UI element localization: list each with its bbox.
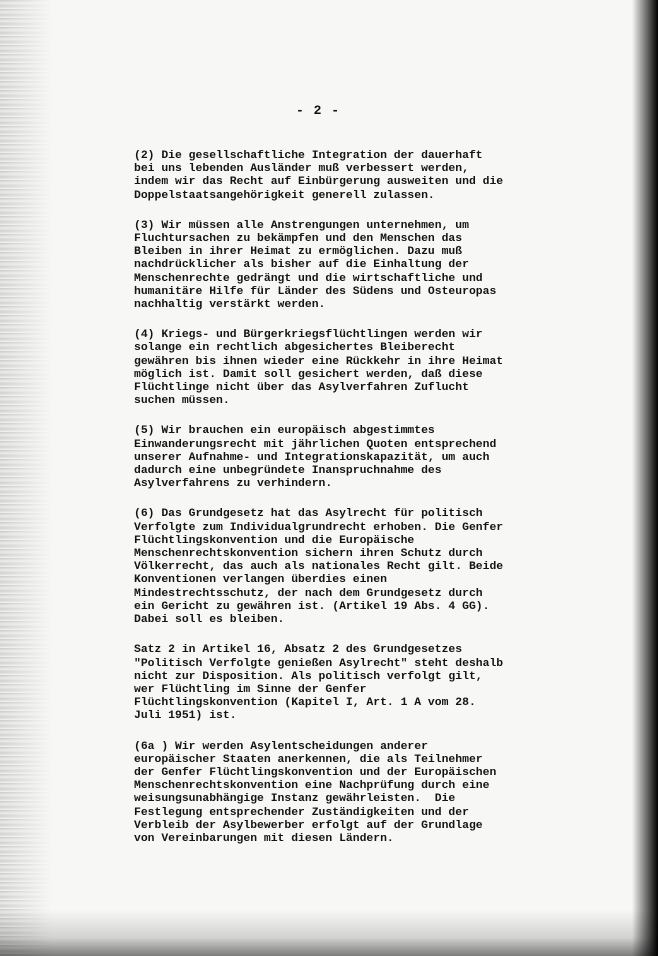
paragraph-2: (2) Die gesellschaftliche Integration der dauerhaft bei uns lebenden Ausländer muß verbessert werden, indem wir das Recht auf Einbürgerung ausweiten und die Doppelstaatsangehörigkeit generell zulassen. (134, 150, 504, 202)
document-body (134, 150, 538, 863)
paragraph-6a: (6a ) Wir werden Asylentscheidungen anderer europäischer Staaten anerkennen, die als Teilnehmer der Genfer Flüchtlingskonvention und der Europäischen Menschenrechtskonvention eine Nachprüfung durch eine weisungsunabhängige Instanz gewährleisten. Die Festlegung entsprechender Zuständigkeiten und der Verbleib der Asylbewerber erfolgt auf der Grundlage von Vereinbarungen mit diesen Ländern. (134, 740, 497, 845)
paragraph-6: (6) Das Grundgesetz hat das Asylrecht für politisch Verfolgte zum Individualgrundrecht erhoben. Die Genfer Flüchtlingskonvention und die Europäische Menschenrechtskonvention sichern ihren Schutz durch Völkerrecht, das auch als nationales Recht gilt. Beide Konventionen verlangen überdies einen Mindestrechtsschutz, der nach dem Grundgesetz durch ein Gericht zu gewähren ist. (Artikel 19 Abs. 4 GG). Dabei soll es bleiben. (134, 508, 504, 627)
paragraph-6-satz-2: Satz 2 in Artikel 16, Absatz 2 des Grundgesetzes "Politisch Verfolgte genießen Asylrecht" steht deshalb nicht zur Disposition. Als politisch verfolgt gilt, wer Flüchtling im Sinne der Genfer Flüchtlingskonvention (Kapitel I, Art. 1 A vom 28. Juli 1951) ist. (134, 644, 504, 723)
paragraph-4: (4) Kriegs- und Bürgerkriegsflüchtlingen werden wir solange ein rechtlich abgesichertes Bleiberecht gewähren bis ihnen wieder eine Rückkehr in ihre Heimat möglich ist. Damit soll gesichert werden, daß diese Flüchtlinge nicht über das Asylverfahren Zuflucht suchen müssen. (134, 329, 504, 408)
scan-edge-left (0, 0, 52, 956)
page-number: - 2 - (296, 103, 341, 118)
scan-edge-bottom (0, 910, 658, 956)
paragraph-3: (3) Wir müssen alle Anstrengungen unternehmen, um Fluchtursachen zu bekämpfen und den Menschen das Bleiben in ihrer Heimat zu ermöglichen. Dazu muß nachdrücklicher als bisher auf die Einhaltung der Menschenrechte gedrängt und die wirtschaftliche und humanitäre Hilfe für Länder des Südens und Osteuropas nachhaltig verstärkt werden. (134, 219, 497, 312)
scan-edge-right (632, 0, 658, 956)
paragraph-5: (5) Wir brauchen ein europäisch abgestimmtes Einwanderungsrecht mit jährlichen Quoten entsprechend unserer Aufnahme- und Integrationskapazität, um auch dadurch eine unbegründete Inanspruchnahme des Asylverfahrens zu verhindern. (134, 425, 497, 491)
